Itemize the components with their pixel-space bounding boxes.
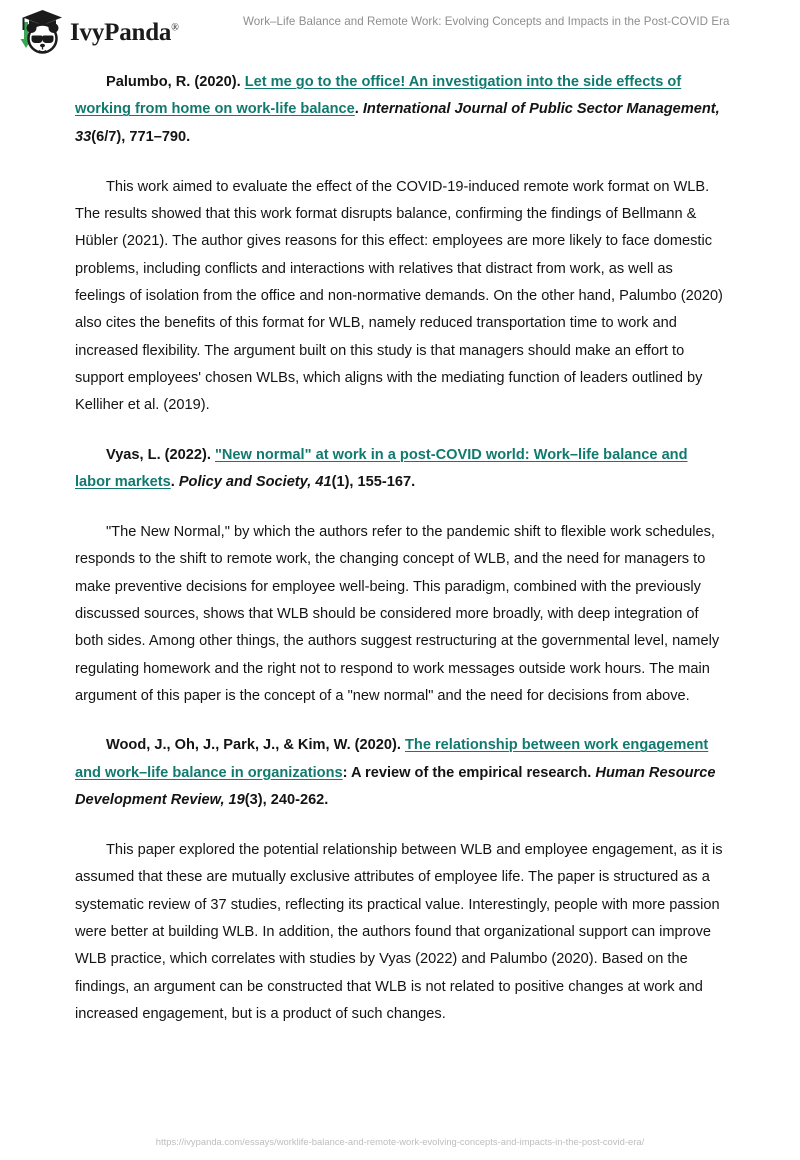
reference-link-wood[interactable]: The relationship between work engagement and work–life balance in organizations [75, 737, 709, 781]
reference-journal: Policy and Society, 41 [178, 473, 332, 490]
reference-entry-palumbo [75, 69, 723, 151]
reference-after-link: . [354, 101, 363, 118]
reference-journal: International Journal of Public Sector Management, 33 [75, 101, 720, 145]
page-footer [0, 1132, 800, 1150]
ivypanda-panda-logo-icon [14, 8, 64, 56]
reference-journal: Human Resource Development Review, 19 [75, 764, 716, 808]
brand-trademark-symbol: ® [171, 22, 179, 34]
brand-logo[interactable] [14, 8, 179, 56]
paragraph-vyas-summary: "The New Normal," by which the authors refer to the pandemic shift to flexible work schedules, responds to the shift to remote work, the changing concept of WLB, and the need for managers to make preventive decisions for employee well-being. This paradigm, combined with the previously discussed sources, shows that WLB should be considered more broadly, with deep integration of both sides. Among other things, the authors suggest restructuring at the governmental level, namely regulating homework and the right not to respond to work messages outside work hours. The main argument of this paper is the concept of a "new normal" and the need for decisions from above. [75, 524, 720, 704]
reference-entry-vyas [75, 442, 723, 497]
document-body [75, 69, 723, 1050]
brand-wordmark [70, 20, 179, 45]
footer-source-url[interactable]: https://ivypanda.com/essays/worklife-balance-and-remote-work-evolving-concepts-and-impacts-in-the-post-covid-era/ [155, 1136, 645, 1147]
reference-tail: (3), 240-262. [244, 791, 329, 808]
reference-link-vyas[interactable]: "New normal" at work in a post-COVID world: Work–life balance and labor markets [75, 446, 688, 490]
reference-authors-year: Vyas, L. (2022). [106, 446, 215, 463]
paragraph-palumbo-summary: This work aimed to evaluate the effect of the COVID-19-induced remote work format on WLB. The results showed that this work format disrupts balance, confirming the findings of Bellmann & Hübler (2021). The author gives reasons for this effect: employees are more likely to face domestic problems, including conflicts and interactions with relatives that distract from work, as well as feelings of isolation from the office and non-normative demands. On the other hand, Palumbo (2020) also cites the benefits of this format for WLB, namely reduced transportation time to work and increased flexibility. The argument built on this study is that managers should make an effort to support employees' chosen WLBs, which aligns with the mediating function of leaders outlined by Kelliher et al. (2019). [75, 178, 723, 414]
reference-tail: (6/7), 771–790. [91, 128, 191, 145]
page-header [0, 0, 800, 62]
brand-name-text: IvyPanda [70, 18, 172, 46]
reference-link-palumbo[interactable]: Let me go to the office! An investigation into the side effects of working from home on work-life balance [75, 74, 682, 118]
reference-authors-year: Wood, J., Oh, J., Park, J., & Kim, W. (2020). [106, 737, 405, 754]
paragraph-wood-summary: This paper explored the potential relationship between WLB and employee engagement, as it is assumed that these are mutually exclusive attributes of employee life. The paper is structured as a systematic review of 37 studies, reflecting its practical value. Interestingly, people with more passion were better at building WLB. In addition, the authors found that organizational support can improve WLB practice, which correlates with studies by Vyas (2022) and Palumbo (2020). Based on the findings, an argument can be constructed that WLB is not related to positive changes at work and increased engagement, but is a product of such changes. [75, 842, 723, 1022]
reference-authors-year: Palumbo, R. (2020). [106, 74, 245, 90]
reference-tail: (1), 155-167. [331, 473, 416, 490]
reference-after-link: . [170, 473, 179, 490]
reference-after-link: : A review of the empirical research. [342, 764, 596, 781]
reference-entry-wood [75, 732, 723, 814]
document-title: Work–Life Balance and Remote Work: Evolving Concepts and Impacts in the Post-COVID Era [243, 15, 730, 28]
